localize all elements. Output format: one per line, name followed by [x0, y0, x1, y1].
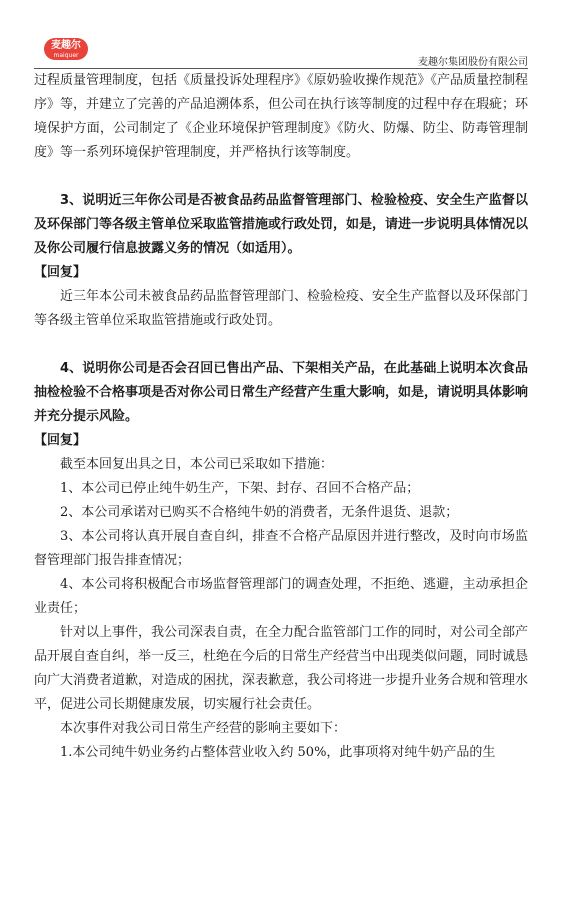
reply-label-4: 【回复】 — [34, 433, 87, 448]
measure-2: 2、本公司承诺对已购买不合格纯牛奶的消费者，无条件退货、退款； — [60, 505, 459, 520]
answer-4-intro: 截至本回复出具之日，本公司已采取如下措施： — [60, 457, 334, 472]
impact-item-1: 1.本公司纯牛奶业务约占整体营业收入约 50%，此事项将对纯牛奶产品的生 — [60, 745, 496, 760]
page-header — [0, 0, 561, 70]
logo-text-en: maiquer — [53, 52, 79, 59]
spacer — [34, 165, 528, 189]
measure-1: 1、本公司已停止纯牛奶生产，下架、封存、召回不合格产品； — [60, 481, 420, 496]
answer-3: 近三年本公司未被食品药品监督管理部门、检验检疫、安全生产监督以及环保部门等各级主管单位采取监管措施或行政处罚。 — [34, 289, 529, 328]
question-4: 4、说明你公司是否会召回已售出产品、下架相关产品，在此基础上说明本次食品抽检检验不合格事项是否对你公司日常生产经营产生重大影响，如是，请说明具体影响并充分提示风险。 — [34, 361, 529, 424]
document-body — [34, 69, 528, 765]
reply-label-3: 【回复】 — [34, 265, 87, 280]
company-name: 麦趣尔集团股份有限公司 — [418, 57, 528, 68]
measure-3: 3、本公司将认真开展自查自纠，排查不合格产品原因并进行整改，及时向市场监督管理部门报告排查情况； — [34, 529, 528, 568]
logo-text-cn: 麦趣尔 — [51, 40, 81, 51]
spacer — [34, 333, 528, 357]
intro-paragraph: 过程质量管理制度，包括《质量投诉处理程序》《原奶验收操作规范》《产品质量控制程序》等，并建立了完善的产品追溯体系，但公司在执行该等制度的过程中存在瑕疵；环境保护方面，公司制定了《企业环境保护管理制度》《防火、防爆、防尘、防毒管理制度》等一系列环境保护管理制度，并严格执行该等制度。 — [34, 73, 529, 160]
question-3: 3、说明近三年你公司是否被食品药品监督管理部门、检验检疫、安全生产监督以及环保部门等各级主管单位采取监管措施或行政处罚，如是，请进一步说明具体情况以及你公司履行信息披露义务的情况（如适用）。 — [34, 193, 529, 256]
apology-paragraph: 针对以上事件，我公司深表自责，在全力配合监管部门工作的同时，对公司全部产品开展自查自纠，举一反三，杜绝在今后的日常生产经营当中出现类似问题，同时诚恳向广大消费者道歉，对造成的困扰，深表歉意，我公司将进一步提升业务合规和管理水平，促进公司长期健康发展，切实履行社会责任。 — [34, 625, 529, 712]
measure-4: 4、本公司将积极配合市场监督管理部门的调查处理，不拒绝、逃避，主动承担企业责任； — [34, 577, 528, 616]
impact-intro: 本次事件对我公司日常生产经营的影响主要如下： — [60, 721, 347, 736]
company-logo — [44, 38, 88, 60]
